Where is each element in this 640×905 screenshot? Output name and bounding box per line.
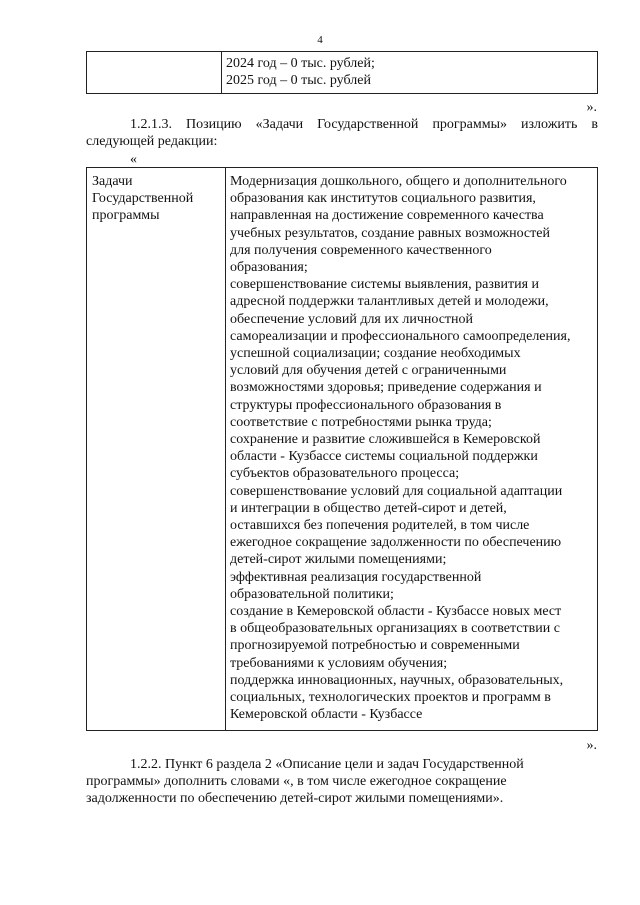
tasks-content-line: Модернизация дошкольного, общего и дополнительного — [230, 174, 567, 189]
funding-line-2024: 2024 год – 0 тыс. рублей; — [226, 56, 375, 71]
tasks-content-line: условий для обучения детей с ограниченными — [230, 363, 507, 379]
paragraph-1-2-1-3-line-2: следующей редакции: — [86, 134, 218, 150]
tasks-content-line: успешной социализации; создание необходимых — [230, 346, 521, 362]
tasks-content-line: образовательной политики; — [230, 586, 394, 602]
paragraph-1-2-2-line-1: 1.2.2. Пункт 6 раздела 2 «Описание цели и задач Государственной — [130, 757, 524, 772]
tasks-label-line: программы — [92, 208, 160, 223]
tasks-content-line: детей-сирот жилыми помещениями; — [230, 552, 447, 568]
paragraph-1-2-1-3 — [86, 116, 598, 150]
tasks-content-line: сохранение и развитие сложившейся в Кемеровской — [230, 432, 541, 448]
tasks-content-line: структуры профессионального образования в — [230, 397, 502, 413]
funding-line-2025: 2025 год – 0 тыс. рублей — [226, 73, 371, 88]
tasks-content-line: создание в Кемеровской области - Кузбассе новых мест — [230, 604, 562, 620]
tasks-content-line: области - Кузбассе системы социальной поддержки — [230, 449, 538, 465]
tasks-content-line: учебных результатов, создание равных возможностей — [230, 225, 550, 241]
opening-quote: « — [130, 152, 137, 167]
tasks-content-line: поддержка инновационных, научных, образовательных, — [230, 672, 564, 688]
tasks-content-line: прогнозируемой потребностью и современными — [230, 638, 520, 654]
paragraph-1-2-2 — [86, 756, 598, 808]
tasks-content-line: образования; — [230, 260, 308, 276]
tasks-content-line: самореализации и профессионального самоопределения, — [230, 328, 571, 344]
tasks-label-line: Государственной — [92, 191, 194, 206]
funding-table-label-cell — [87, 52, 222, 94]
funding-table-value-cell — [222, 52, 598, 94]
tasks-content-cell — [226, 168, 598, 731]
tasks-content-line: соответствие с потребностями рынка труда; — [230, 414, 492, 430]
tasks-content-line: субъектов образовательного процесса; — [230, 466, 460, 482]
tasks-content-line: возможностями здоровья; приведение содержания и — [230, 380, 542, 396]
tasks-content-line: эффективная реализация государственной — [230, 569, 482, 585]
tasks-content-line: образования как институтов социального развития, — [230, 191, 536, 207]
paragraph-1-2-1-3-line-1: 1.2.1.3. Позицию «Задачи Государственной программы» изложить в — [130, 117, 598, 132]
tasks-label-cell — [87, 168, 226, 731]
closing-quote-1: ». — [586, 100, 597, 115]
tasks-label-line: Задачи — [92, 174, 133, 189]
closing-quote-2: ». — [586, 738, 597, 753]
funding-table-continuation — [86, 51, 598, 94]
tasks-content-line: для получения современного качественного — [230, 242, 492, 258]
tasks-content-line: требованиями к условиям обучения; — [230, 655, 448, 671]
tasks-content-line: направленная на достижение современного качества — [230, 208, 544, 224]
paragraph-1-2-2-line-2: программы» дополнить словами «, в том числе ежегодное сокращение — [86, 774, 507, 790]
tasks-content-line: совершенствование условий для социальной адаптации — [230, 483, 563, 499]
page-number: 4 — [317, 34, 323, 46]
paragraph-1-2-2-line-3: задолженности по обеспечению детей-сирот жилыми помещениями». — [86, 791, 504, 807]
tasks-content-line: совершенствование системы выявления, развития и — [230, 277, 540, 293]
tasks-content-line: в общеобразовательных организациях в соответствии с — [230, 621, 560, 637]
tasks-content-line: Кемеровской области - Кузбассе — [230, 707, 423, 723]
tasks-content-line: обеспечение условий для их личностной — [230, 311, 474, 327]
tasks-content-line: и интеграции в общество детей-сирот и детей, — [230, 500, 507, 516]
tasks-table — [86, 167, 598, 731]
tasks-content-line: ежегодное сокращение задолженности по обеспечению — [230, 535, 562, 551]
tasks-content-line: социальных, технологических проектов и программ в — [230, 690, 551, 706]
tasks-content-line: оставшихся без попечения родителей, в том числе — [230, 518, 530, 534]
tasks-content-line: адресной поддержки талантливых детей и молодежи, — [230, 294, 549, 310]
